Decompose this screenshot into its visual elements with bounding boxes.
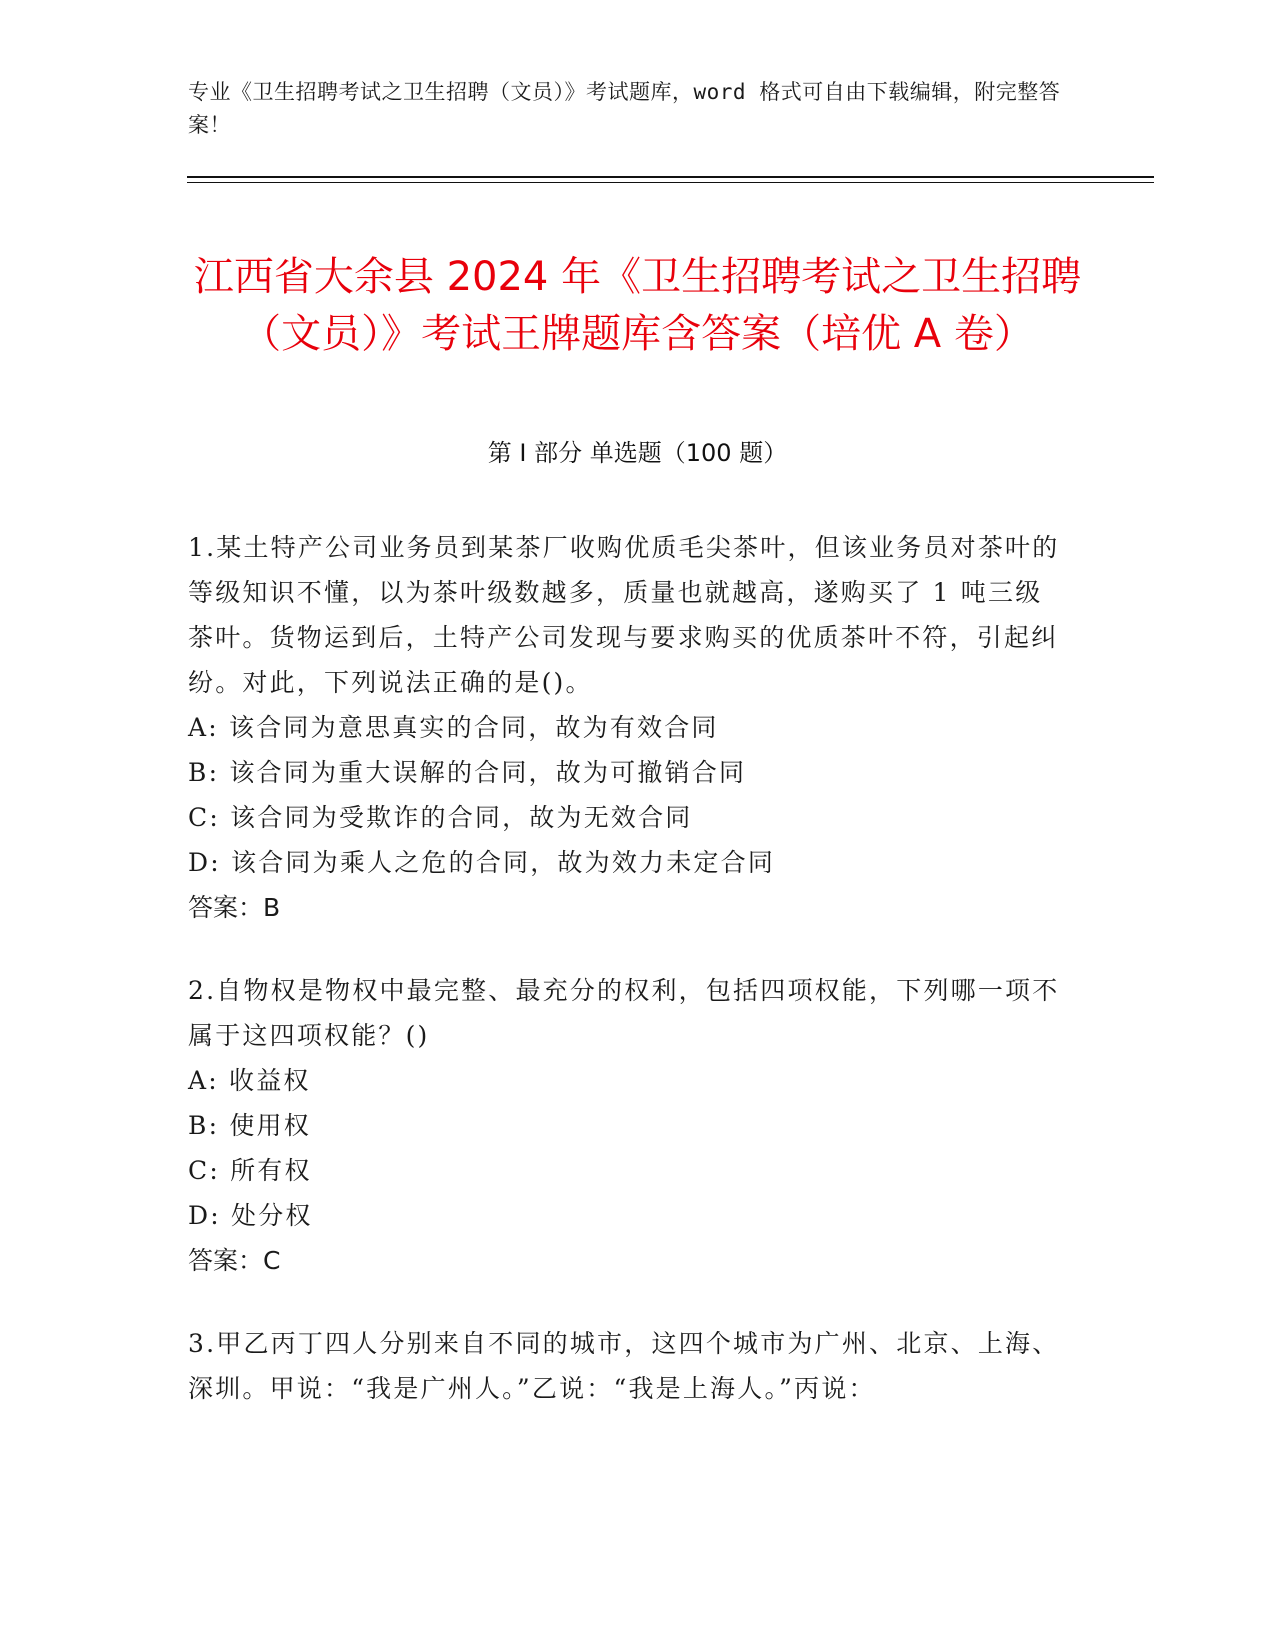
header-rule-thick: [187, 176, 1154, 178]
option-c: C: 所有权: [188, 1156, 312, 1185]
question-stem: 1.某土特产公司业务员到某茶厂收购优质毛尖茶叶，但该业务员对茶叶的等级知识不懂，以为茶叶级数越多，质量也就越高，遂购买了 1 吨三级茶叶。货物运到后，土特产公司发现与要求购买的优质茶叶不符，引起纠纷。对此，下列说法正确的是()。: [188, 533, 1060, 697]
section-title: 第 I 部分 单选题（100 题）: [487, 439, 788, 467]
option-a: A: 该合同为意思真实的合同，故为有效合同: [188, 713, 719, 742]
option-d: D: 处分权: [188, 1201, 313, 1230]
option-d: D: 该合同为乘人之危的合同，故为效力未定合同: [188, 848, 776, 877]
question-3: [188, 1321, 1063, 1411]
question-2: [188, 968, 1063, 1283]
header-rule-thin: [187, 182, 1154, 183]
answer: 答案：C: [188, 1246, 281, 1275]
header-note: 专业《卫生招聘考试之卫生招聘（文员）》考试题库，word 格式可自由下载编辑，附完整答案！: [188, 80, 1061, 137]
question-1: [188, 525, 1063, 930]
option-c: C: 该合同为受欺诈的合同，故为无效合同: [188, 803, 693, 832]
option-b: B: 该合同为重大误解的合同，故为可撤销合同: [188, 758, 747, 787]
answer: 答案：B: [188, 893, 281, 922]
option-a: A: 收益权: [188, 1066, 311, 1095]
option-b: B: 使用权: [188, 1111, 311, 1140]
question-stem: 3.甲乙丙丁四人分别来自不同的城市，这四个城市为广州、北京、上海、深圳。甲说：“我是广州人。”乙说：“我是上海人。”丙说：: [188, 1329, 1060, 1403]
document-title: 江西省大余县 2024 年《卫生招聘考试之卫生招聘（文员）》考试王牌题库含答案（培优 A 卷）: [193, 253, 1082, 357]
question-list: [188, 525, 1063, 1449]
question-stem: 2.自物权是物权中最完整、最充分的权利，包括四项权能，下列哪一项不属于这四项权能？(): [188, 976, 1060, 1050]
